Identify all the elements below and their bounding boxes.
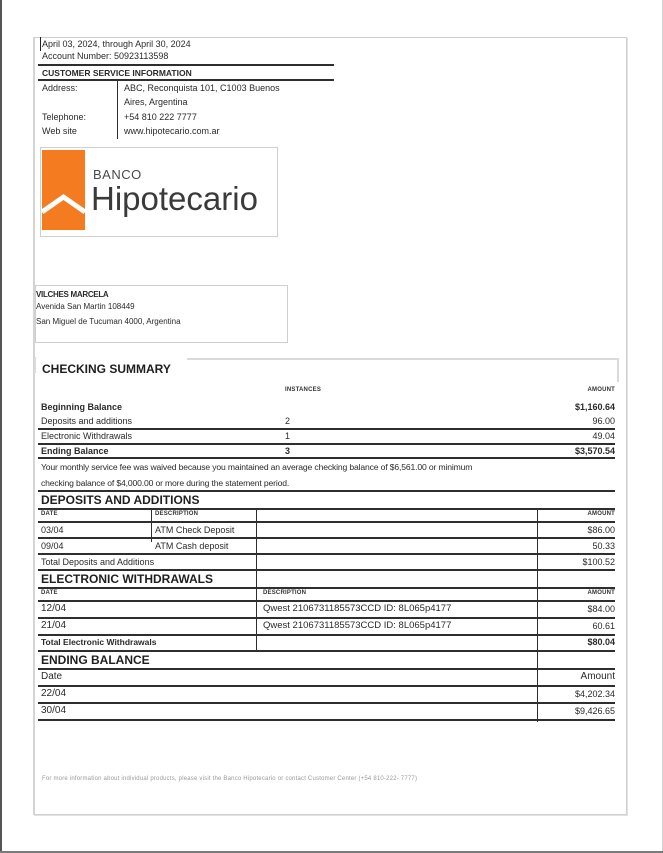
divider-vertical xyxy=(537,510,538,722)
fee-waiver-note-line1: Your monthly service fee was waived because you maintained an average checking balance of $6,561.00 or minimum xyxy=(41,462,473,472)
withdrawal-description: Qwest 2106731185573CCD ID: 8L065p4177 xyxy=(263,620,452,631)
withdrawals-title: ELECTRONIC WITHDRAWALS xyxy=(41,572,213,586)
footer-note: For more information about individual products, please visit the Banco Hipotecario or contact Customer Center (+54 810-222- 7777) xyxy=(42,776,418,782)
col-amount-header: AMOUNT xyxy=(587,387,615,393)
website-link[interactable]: www.hipotecario.com.ar xyxy=(124,126,220,136)
deposit-amount: 50.33 xyxy=(592,541,615,551)
divider xyxy=(38,617,615,619)
bank-address-line2: Aires, Argentina xyxy=(124,97,188,107)
divider xyxy=(38,668,615,670)
summary-amount: $3,570.54 xyxy=(574,446,615,456)
divider-vertical xyxy=(117,81,118,139)
deposits-total-label: Total Deposits and Additions xyxy=(41,557,155,567)
summary-amount: 96.00 xyxy=(592,416,615,426)
divider xyxy=(38,719,615,721)
deposits-col-date: DATE xyxy=(41,511,58,517)
customer-name: VILCHES MARCELA xyxy=(36,290,109,299)
divider xyxy=(38,521,615,523)
divider xyxy=(38,508,615,510)
divider xyxy=(38,587,615,589)
summary-label: Beginning Balance xyxy=(41,402,123,412)
summary-label: Electronic Withdrawals xyxy=(41,431,133,441)
withdrawals-col-amount: AMOUNT xyxy=(587,590,615,596)
deposit-description: ATM Cash deposit xyxy=(155,541,229,551)
divider xyxy=(38,569,615,571)
divider xyxy=(38,553,615,555)
bank-logo-mark-icon xyxy=(42,150,85,230)
deposit-description: ATM Check Deposit xyxy=(155,525,235,535)
account-number-line xyxy=(42,50,168,62)
withdrawal-amount: $84.00 xyxy=(587,604,615,614)
divider-vertical xyxy=(256,571,257,650)
divider xyxy=(38,490,615,492)
deposits-total-amount: $100.52 xyxy=(582,557,615,567)
divider xyxy=(38,64,334,66)
statement-period: April 03, 2024, through April 30, 2024 xyxy=(42,39,191,49)
summary-label: Deposits and additions xyxy=(41,416,133,426)
frame-line xyxy=(34,357,36,373)
withdrawals-col-description: DESCRIPTION xyxy=(263,590,307,596)
telephone-value: +54 810 222 7777 xyxy=(124,112,197,122)
checking-summary-title: CHECKING SUMMARY xyxy=(42,362,171,376)
ending-date: 30/04 xyxy=(41,705,67,716)
account-number: 50923113598 xyxy=(114,51,169,61)
account-number-label: Account Number: xyxy=(42,51,115,61)
website-label: Web site xyxy=(42,126,77,136)
customer-street: Avenida San Martin 108449 xyxy=(36,302,135,311)
divider xyxy=(38,79,334,81)
frame-line xyxy=(617,358,619,382)
ending-col-date: Date xyxy=(41,671,63,682)
deposits-title: DEPOSITS AND ADDITIONS xyxy=(41,493,200,507)
logo-name-text: Hipotecario xyxy=(91,180,258,217)
customer-service-title: CUSTOMER SERVICE INFORMATION xyxy=(42,68,192,78)
summary-amount: $1,160.64 xyxy=(574,402,615,412)
divider xyxy=(38,537,615,539)
deposit-amount: $86.00 xyxy=(587,525,615,535)
deposits-col-amount: AMOUNT xyxy=(587,511,615,517)
deposit-date: 09/04 xyxy=(41,541,64,551)
address-label: Address: xyxy=(42,83,78,93)
ending-balance-title: ENDING BALANCE xyxy=(41,653,150,667)
divider xyxy=(38,650,615,652)
withdrawals-total-amount: $80.04 xyxy=(587,637,615,647)
withdrawals-col-date: DATE xyxy=(41,590,58,596)
withdrawal-date: 12/04 xyxy=(41,603,67,614)
ending-amount: $9,426.65 xyxy=(574,706,615,716)
divider xyxy=(38,457,615,459)
divider xyxy=(38,702,615,704)
summary-amount: 49.04 xyxy=(592,431,615,441)
divider xyxy=(38,600,615,602)
withdrawals-total-label: Total Electronic Withdrawals xyxy=(41,637,157,647)
summary-label: Ending Balance xyxy=(41,446,109,456)
bank-address-line1: ABC, Reconquista 101, C1003 Buenos xyxy=(124,83,280,93)
summary-instances: 2 xyxy=(285,416,291,426)
deposits-col-description: DESCRIPTION xyxy=(155,511,199,517)
divider-vertical xyxy=(256,510,257,570)
withdrawal-date: 21/04 xyxy=(41,620,67,631)
text-cursor xyxy=(40,37,41,51)
withdrawal-amount: 60.61 xyxy=(592,621,615,631)
withdrawal-description: Qwest 2106731185573CCD ID: 8L065p4177 xyxy=(263,603,452,614)
deposit-date: 03/04 xyxy=(41,525,64,535)
ending-amount: $4,202.34 xyxy=(574,689,615,699)
ending-col-amount: Amount xyxy=(580,671,615,682)
fee-waiver-note-line2: checking balance of $4,000.00 or more during the statement period. xyxy=(41,478,290,488)
divider xyxy=(38,685,615,687)
summary-instances: 3 xyxy=(285,446,291,456)
col-instances-header: INSTANCES xyxy=(285,387,322,393)
viewer-left-edge xyxy=(0,0,2,853)
logo-banco-text: BANCO xyxy=(93,167,142,182)
customer-city: San Miguel de Tucuman 4000, Argentina xyxy=(36,317,181,326)
frame-line xyxy=(187,358,619,360)
telephone-label: Telephone: xyxy=(42,112,87,122)
summary-instances: 1 xyxy=(285,431,291,441)
ending-date: 22/04 xyxy=(41,688,67,699)
